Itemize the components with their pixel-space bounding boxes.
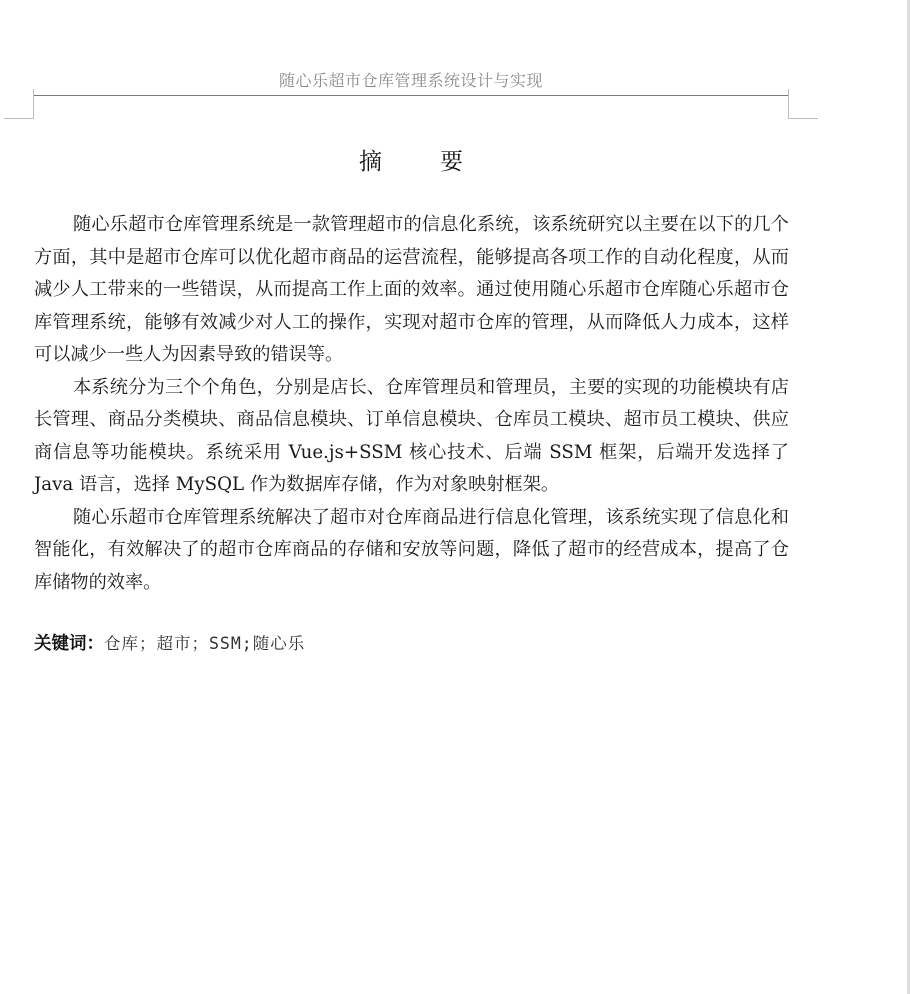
header-rule <box>33 95 789 96</box>
abstract-title-char-2: 要 <box>440 149 463 175</box>
abstract-paragraph: 本系统分为三个个角色，分别是店长、仓库管理员和管理员，主要的实现的功能模块有店长管理、商品分类模块、商品信息模块、订单信息模块、仓库员工模块、超市员工模块、供应商信息等功能模块。系统采用 Vue.js+SSM 核心技术、后端 SSM 框架，后端开发选择了 Java 语言，选择 MySQL 作为数据库存储，作为对象映射框架。 <box>34 376 789 496</box>
abstract-paragraph: 随心乐超市仓库管理系统解决了超市对仓库商品进行信息化管理，该系统实现了信息化和智能化，有效解决了的超市仓库商品的存储和安放等问题，降低了超市的经营成本，提高了仓库储物的效率。 <box>34 506 789 594</box>
keywords-line <box>34 630 305 658</box>
abstract-paragraph: 随心乐超市仓库管理系统是一款管理超市的信息化系统，该系统研究以主要在以下的几个方面，其中是超市仓库可以优化超市商品的运营流程，能够提高各项工作的自动化程度，从而减少人工带来的一些错误，从而提高工作上面的效率。通过使用随心乐超市仓库随心乐超市仓库管理系统，能够有效减少对人工的操作，实现对超市仓库的管理，从而降低人力成本，这样可以减少一些人为因素导致的错误等。 <box>34 214 789 366</box>
abstract-title-char-1: 摘 <box>359 149 382 175</box>
keywords-label: 关键词： <box>34 634 104 654</box>
abstract-body <box>34 209 789 600</box>
crop-mark-left-horizontal <box>4 118 34 119</box>
crop-mark-right-horizontal <box>788 118 818 119</box>
crop-mark-left-vertical <box>33 89 34 118</box>
keywords-values: 仓库；超市；SSM;随心乐 <box>104 634 306 653</box>
abstract-title <box>0 147 822 177</box>
crop-mark-right-vertical <box>788 89 789 118</box>
running-header: 随心乐超市仓库管理系统设计与实现 <box>278 71 543 90</box>
